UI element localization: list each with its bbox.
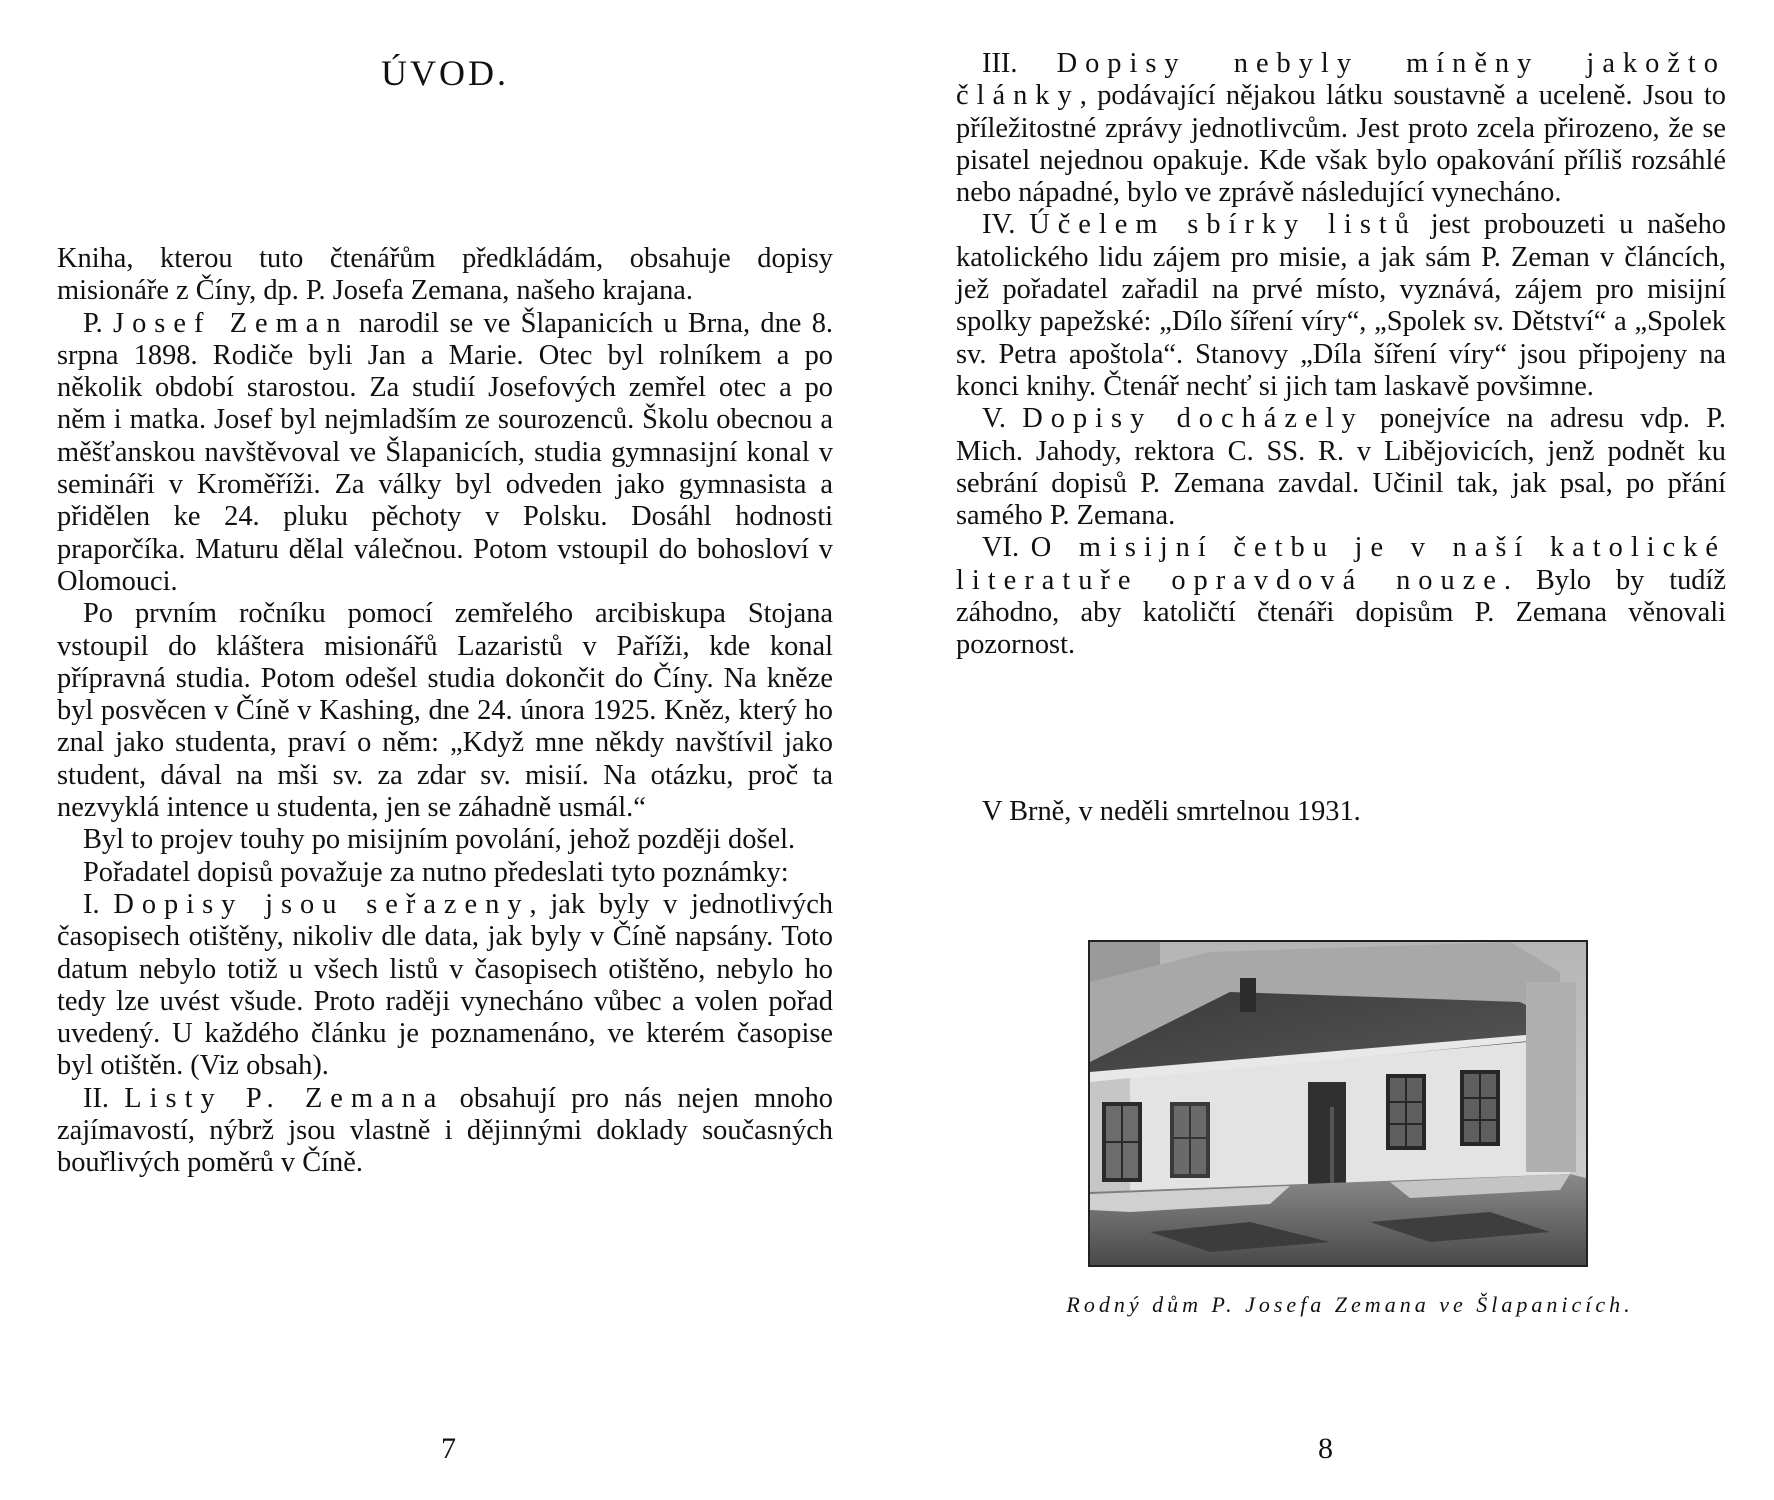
paragraph: Byl to projev touhy po misijním povolání, jehož později došel. [83,824,796,856]
paragraph: V. Dopisy docházely ponejvíce na adresu vdp. P. Mich. Jahody, rektora C. SS. R. v Libějovicích, jenž podnět ku sebrání dopisů P. Zemana zavdal. Učinil tak, jak psal, po přání samého P. Zemana. [956,403,1726,532]
paragraph: III. Dopisy nebyly míněny jakožto články, podávající nějakou látku soustavně a uceleně. Jsou to příležitostné zprávy jednotlivcům. Jest proto zcela přirozeno, že se pisatel nejednou opakuje. Kde však bylo opakování příliš rozsáhlé nebo nápadné, bylo ve zprávě následující vynecháno. [956,48,1726,209]
left-body-text [57,243,833,1180]
paragraph: Kniha, kterou tuto čtenářům předkládám, obsahuje dopisy misionáře z Číny, dp. P. Josefa Zemana, našeho krajana. [57,243,833,307]
page-title: ÚVOD. [381,53,509,93]
house-photo [1088,940,1588,1267]
paragraph: II. Listy P. Zemana obsahují pro nás nejen mnoho zajímavostí, nýbrž jsou vlastně i dějinnými doklady současných bouřlivých poměrů v Číně. [57,1082,833,1179]
page-number: 7 [441,1432,456,1465]
dateline: V Brně, v neděli smrtelnou 1931. [982,796,1361,827]
page-number: 8 [1318,1432,1333,1465]
paragraph: Pořadatel dopisů považuje za nutno předeslati tyto poznámky: [83,856,789,888]
paragraph: Po prvním ročníku pomocí zemřelého arcibiskupa Stojana vstoupil do kláštera misionářů Lazaristů v Paříži, kde konal přípravná studia. Potom odešel studia dokončit do Číny. Na kněze byl posvěcen v Číně v Kashing, dne 24. února 1925. Kněz, který ho znal jako studenta, praví o něm: „Když mne někdy navštívil jako student, dával na mši sv. za zdar sv. misií. Na otázku, proč ta nezvyklá intence u studenta, jen se záhadně usmál.“ [57,598,833,824]
paragraph: P. Josef Zeman narodil se ve Šlapanicích u Brna, dne 8. srpna 1898. Rodiče byli Jan a Marie. Otec byl rolníkem a po několik období starostou. Za studií Josefových zemřel otec a po něm i matka. Josef byl nejmladším ze sourozenců. Školu obecnou a měšťanskou navštěvoval ve Šlapanicích, studia gymnasijní konal v semináři v Kroměříži. Za války byl odveden jako gymnasista a přidělen ke 24. pluku pěchoty v Polsku. Dosáhl hodnosti praporčíka. Maturu dělal válečnou. Potom vstoupil do bohosloví v Olomouci. [57,307,833,597]
paragraph: IV. Účelem sbírky listů jest probouzeti u našeho katolického lidu zájem pro misie, a jak sám P. Zeman v článcích, jež pořadatel zařadil na prvé místo, vyznává, zájem pro misijní spolky papežské: „Dílo šíření víry“, „Spolek sv. Dětství“ a „Spolek sv. Petra apoštola“. Stanovy „Díla šíření víry“ jsou připojeny na konci knihy. Čtenář nechť si jich tam laskavě povšimne. [956,209,1726,402]
paragraph: VI. O misijní četbu je v naší katolické literatuře opravdová nouze. Bylo by tudíž záhodno, aby katoličtí čtenáři dopisům P. Zemana věnovali pozornost. [956,532,1726,661]
right-body-text [956,48,1726,662]
paragraph: I. Dopisy jsou seřazeny, jak byly v jednotlivých časopisech otištěny, nikoliv dle data, jak byly v Číně napsány. Toto datum nebylo totiž u všech listů v časopisech otištěno, nebylo ho tedy lze uvést všude. Proto raději vynecháno vůbec a volen pořad uvedený. U každého článku je poznamenáno, ve kterém časopise byl otištěn. (Viz obsah). [57,888,833,1082]
figure-caption: Rodný dům P. Josefa Zemana ve Šlapanicích. [1066,1292,1634,1317]
house-illustration [1090,942,1586,1265]
